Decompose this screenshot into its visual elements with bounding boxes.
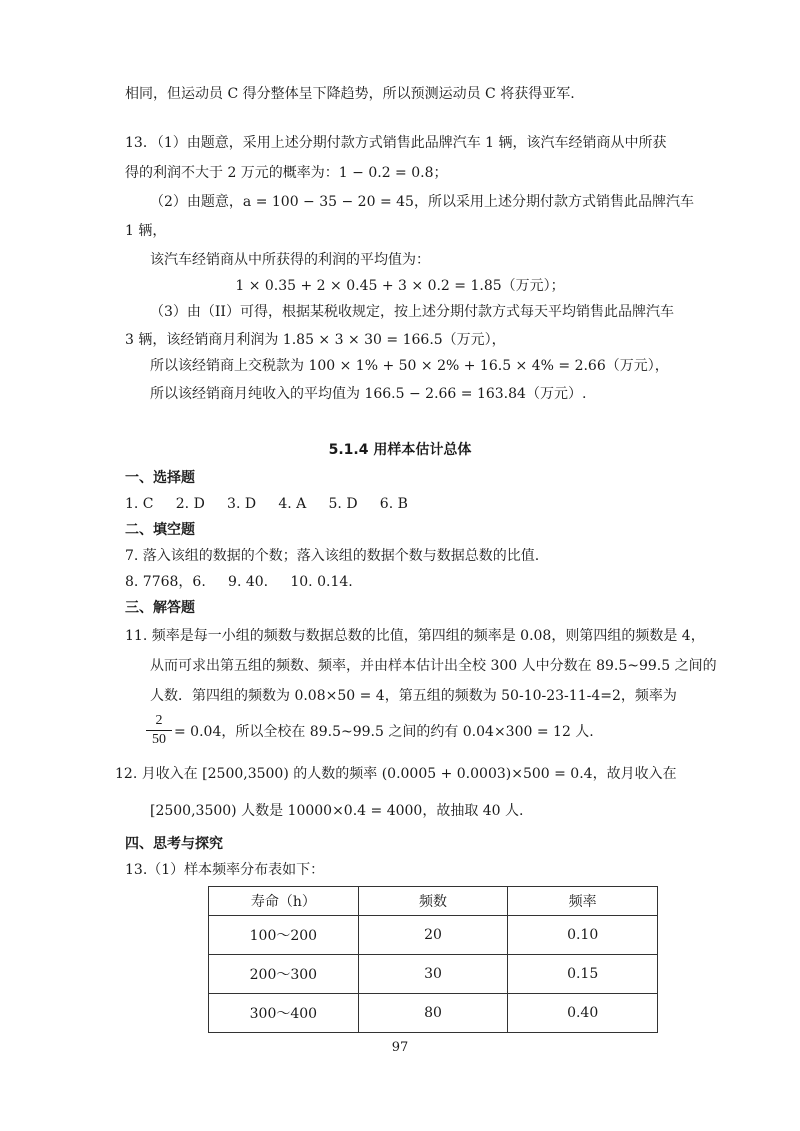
subsection-heading: 二、填空题 [125,522,195,538]
table-cell: 300～400 [209,994,359,1033]
answer-list: 1. C 2. D 3. D 4. A 5. D 6. B [125,496,408,512]
table-cell: 200～300 [209,955,359,994]
text-line: 13．（1）由题意，采用上述分期付款方式销售此品牌汽车 1 辆，该汽车经销商从中所获 [125,135,667,151]
text-line: 11. 频率是每一小组的频数与数据总数的比值，第四组的频率是 0.08，则第四组的频数是 4， [125,628,705,644]
text-line: = 0.04，所以全校在 89.5~99.5 之间的约有 0.04×300 = 12 人. [174,724,594,740]
fraction [146,712,172,749]
text-line: （2）由题意，a = 100 − 35 − 20 = 45，所以采用上述分期付款方式销售此品牌汽车 [150,194,694,210]
text-line: 人数．第四组的频数为 0.08×50 = 4，第五组的频数为 50-10-23-11-4=2，频率为 [150,688,677,704]
table-header-row [209,887,658,916]
table-cell: 20 [358,916,508,955]
fraction-numerator: 2 [146,712,172,731]
text-line: 所以该经销商上交税款为 100 × 1% + 50 × 2% + 16.5 × 4% = 2.66（万元）， [150,358,669,374]
text-line: 13.（1）样本频率分布表如下： [125,862,325,878]
text-line: 8. 7768，6. 9. 40. 10. 0.14. [125,574,353,590]
text-line: 1 辆， [125,223,167,239]
text-line: 从而可求出第五组的频数、频率，并由样本估计出全校 300 人中分数在 89.5~99.5 之间的 [150,658,717,674]
table-header-cell: 寿命（h） [209,887,359,916]
table-cell: 30 [358,955,508,994]
text-line: （3）由（II）可得，根据某税收规定，按上述分期付款方式每天平均销售此品牌汽车 [150,304,674,320]
subsection-heading: 一、选择题 [125,470,195,486]
text-line: 所以该经销商月纯收入的平均值为 166.5 − 2.66 = 163.84（万元）. [150,386,587,402]
text-line: 7. 落入该组的数据的个数；落入该组的数据个数与数据总数的比值. [125,548,540,564]
table-header-cell: 频率 [508,887,658,916]
table-header-cell: 频数 [358,887,508,916]
subsection-heading: 四、思考与探究 [125,836,223,852]
table-row [209,955,658,994]
page-number: 97 [391,1040,409,1055]
fraction-denominator: 50 [152,732,166,747]
table-row [209,994,658,1033]
subsection-heading: 三、解答题 [125,600,195,616]
table-cell: 0.15 [508,955,658,994]
equation: 1 × 0.35 + 2 × 0.45 + 3 × 0.2 = 1.85（万元）； [235,278,565,294]
table-row [209,916,658,955]
text-line: [2500,3500) 人数是 10000×0.4 = 4000，故抽取 40 人. [150,803,524,819]
table-cell: 80 [358,994,508,1033]
frequency-table [208,886,658,1033]
section-title: 5.1.4 用样本估计总体 [328,442,472,458]
table-cell: 100～200 [209,916,359,955]
text-line: 12. 月收入在 [2500,3500) 的人数的频率 (0.0005 + 0.0003)×500 = 0.4，故月收入在 [115,766,677,782]
table-cell: 0.10 [508,916,658,955]
text-line: 得的利润不大于 2 万元的概率为：1 − 0.2 = 0.8； [125,165,448,181]
text-line: 该汽车经销商从中所获得的利润的平均值为： [150,252,430,268]
text-line: 3 辆，该经销商月利润为 1.85 × 3 × 30 = 166.5（万元）， [125,332,506,348]
text-line: 相同，但运动员 C 得分整体呈下降趋势，所以预测运动员 C 将获得亚军. [125,86,575,102]
table-cell: 0.40 [508,994,658,1033]
